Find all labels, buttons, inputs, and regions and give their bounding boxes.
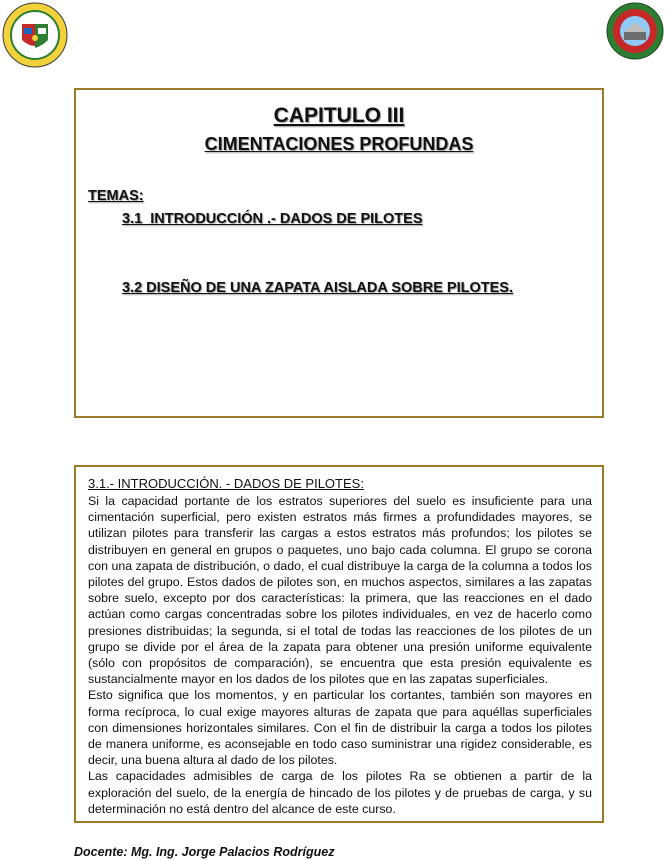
introduction-section-box [74, 465, 604, 823]
topic-item-2: 3.2 DISEÑO DE UNA ZAPATA AISLADA SOBRE PILOTES. [122, 280, 513, 296]
civil-engineering-career-seal-icon [606, 2, 664, 60]
chapter-subtitle: CIMENTACIONES PROFUNDAS [204, 134, 474, 154]
chapter-title: CAPITULO III [273, 104, 405, 127]
topics-label: TEMAS: [88, 188, 144, 204]
university-seal-icon [2, 2, 68, 68]
section-heading: 3.1.- INTRODUCCIÓN. - DADOS DE PILOTES: [88, 476, 364, 491]
paragraph-2: Esto significa que los momentos, y en particular los cortantes, también son mayores en forma recíproca, lo cual exige mayores alturas de zapata que para aquéllas superficiales con dimensiones horizontales similares. Con el fin de distribuir la carga a todos los pilotes de manera uniforme, es aconsejable en todo caso suministrar una rigidez considerable, es decir, una buena altura al dado de los pilotes. [88, 688, 592, 768]
paragraph-3: Las capacidades admisibles de carga de los pilotes Ra se obtienen a partir de la exploración del suelo, de la energía de hincado de los pilotes y de pruebas de carga, y su determinación no está dentro del alcance de este curso. [88, 769, 592, 816]
paragraph-1: Si la capacidad portante de los estratos superiores del suelo es insuficiente para una cimentación superficial, pero existen estratos más firmes a profundidades mayores, se utilizan pilotes para transferir las cargas a estos estratos más profundos; los pilotes se distribuyen en general en grupos o paquetes, uno bajo cada columna. El grupo se corona con una zapata de distribución, o dado, el cual distribuye la carga de la columna a todos los pilotes del grupo. Estos dados de pilotes son, en muchos aspectos, similares a las zapatas sobre suelo, excepto por dos características: la primera, que las reacciones en el dado actúan como cargas concentradas sobre los pilotes individuales, en vez de hacerlo como presiones distribuidas; la segunda, si el total de todas las reacciones de los pilotes de un grupo se divide por el área de la zapata para obtener una presión uniforme equivalente (sólo con propósitos de comparación), se encuentra que esta presión equivalente es sustancialmente mayor en los dados de los pilotes que en las zapatas superficiales. [88, 494, 592, 687]
chapter-title-box [74, 88, 604, 418]
footer-instructor: Docente: Mg. Ing. Jorge Palacios Rodríguez [74, 845, 335, 859]
topic-item-1: 3.1 INTRODUCCIÓN .- DADOS DE PILOTES [122, 211, 423, 227]
